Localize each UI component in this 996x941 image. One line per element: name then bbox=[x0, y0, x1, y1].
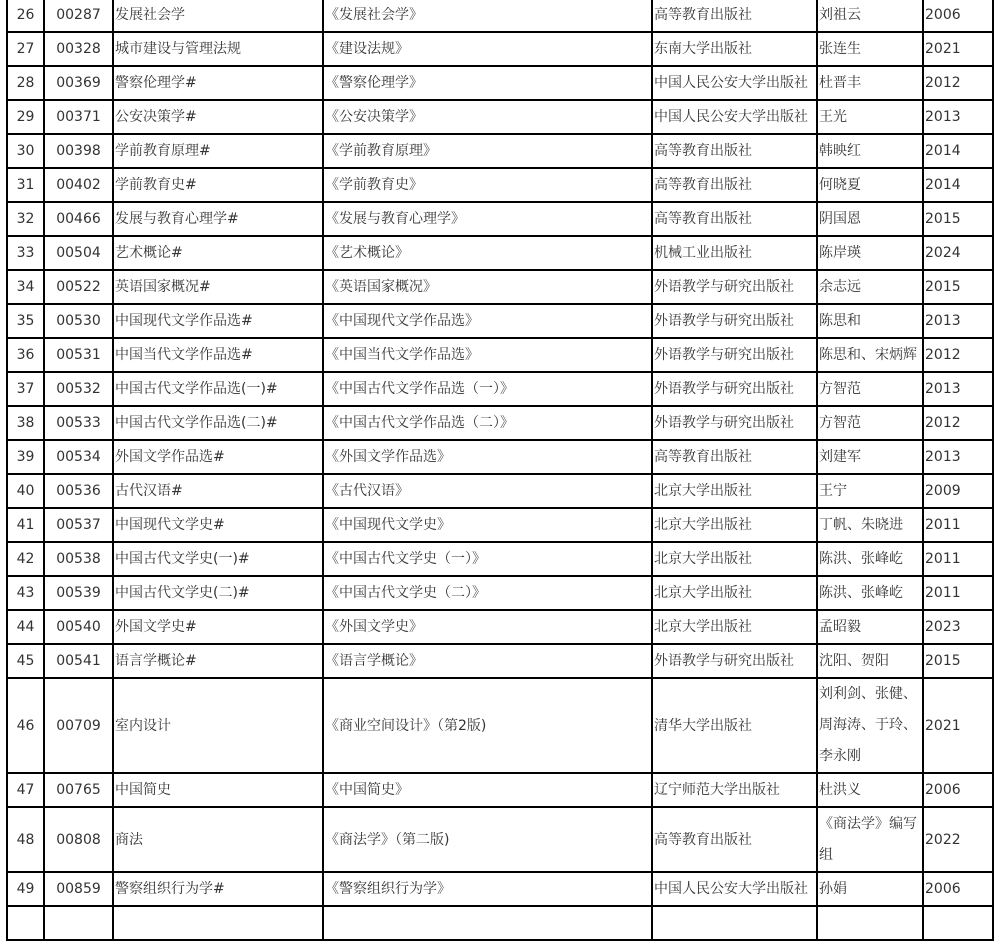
table-row bbox=[7, 168, 993, 202]
publisher-cell: 外语教学与研究出版社 bbox=[652, 372, 817, 406]
publisher-cell: 北京大学出版社 bbox=[652, 576, 817, 610]
course-code-cell: 00532 bbox=[44, 372, 113, 406]
row-index-cell: 42 bbox=[7, 542, 44, 576]
edition-year-cell: 2014 bbox=[923, 168, 993, 202]
course-name-cell: 中国当代文学作品选# bbox=[113, 338, 323, 372]
publisher-cell: 外语教学与研究出版社 bbox=[652, 644, 817, 678]
author-cell: 王宁 bbox=[817, 474, 923, 508]
course-code-cell: 00371 bbox=[44, 100, 113, 134]
publisher-cell: 东南大学出版社 bbox=[652, 32, 817, 66]
row-index-cell: 33 bbox=[7, 236, 44, 270]
course-code-cell: 00709 bbox=[44, 678, 113, 773]
course-name-cell: 警察伦理学# bbox=[113, 66, 323, 100]
table-row bbox=[7, 338, 993, 372]
textbook-title-cell: 《艺术概论》 bbox=[323, 236, 652, 270]
textbook-title-cell: 《中国当代文学作品选》 bbox=[323, 338, 652, 372]
course-code-cell: 00859 bbox=[44, 872, 113, 906]
course-name-cell: 学前教育原理# bbox=[113, 134, 323, 168]
row-index-cell: 47 bbox=[7, 773, 44, 807]
author-cell: 陈洪、张峰屹 bbox=[817, 576, 923, 610]
course-name-cell: 中国古代文学史(一)# bbox=[113, 542, 323, 576]
author-cell: 张连生 bbox=[817, 32, 923, 66]
table-row bbox=[7, 66, 993, 100]
textbook-title-cell: 《外国文学史》 bbox=[323, 610, 652, 644]
textbook-title-cell: 《商业空间设计》（第2版) bbox=[323, 678, 652, 773]
edition-year-cell: 2022 bbox=[923, 807, 993, 872]
author-cell: 丁帆、朱晓进 bbox=[817, 508, 923, 542]
course-code-cell: 00533 bbox=[44, 406, 113, 440]
author-cell: 刘建军 bbox=[817, 440, 923, 474]
course-code-cell: 00808 bbox=[44, 807, 113, 872]
course-code-cell: 00530 bbox=[44, 304, 113, 338]
textbook-title-cell: 《发展与教育心理学》 bbox=[323, 202, 652, 236]
row-index-cell: 41 bbox=[7, 508, 44, 542]
publisher-cell: 中国人民公安大学出版社 bbox=[652, 872, 817, 906]
publisher-cell: 高等教育出版社 bbox=[652, 0, 817, 32]
row-index-cell: 45 bbox=[7, 644, 44, 678]
course-code-cell: 00765 bbox=[44, 773, 113, 807]
textbook-title-cell: 《公安决策学》 bbox=[323, 100, 652, 134]
table-row bbox=[7, 202, 993, 236]
textbook-title-cell: 《中国现代文学史》 bbox=[323, 508, 652, 542]
course-name-cell: 商法 bbox=[113, 807, 323, 872]
row-index-cell bbox=[7, 906, 44, 940]
textbook-title-cell: 《中国简史》 bbox=[323, 773, 652, 807]
course-code-cell: 00537 bbox=[44, 508, 113, 542]
course-name-cell: 警察组织行为学# bbox=[113, 872, 323, 906]
row-index-cell: 27 bbox=[7, 32, 44, 66]
course-code-cell: 00534 bbox=[44, 440, 113, 474]
textbook-title-cell: 《中国现代文学作品选》 bbox=[323, 304, 652, 338]
author-cell: 陈洪、张峰屹 bbox=[817, 542, 923, 576]
course-name-cell: 中国简史 bbox=[113, 773, 323, 807]
edition-year-cell: 2015 bbox=[923, 202, 993, 236]
course-name-cell: 中国古代文学作品选(二)# bbox=[113, 406, 323, 440]
row-index-cell: 31 bbox=[7, 168, 44, 202]
edition-year-cell: 2012 bbox=[923, 406, 993, 440]
textbook-title-cell: 《商法学》（第二版) bbox=[323, 807, 652, 872]
course-code-cell: 00398 bbox=[44, 134, 113, 168]
row-index-cell: 36 bbox=[7, 338, 44, 372]
edition-year-cell: 2006 bbox=[923, 0, 993, 32]
edition-year-cell: 2009 bbox=[923, 474, 993, 508]
table-row bbox=[7, 576, 993, 610]
textbook-title-cell: 《建设法规》 bbox=[323, 32, 652, 66]
row-index-cell: 48 bbox=[7, 807, 44, 872]
row-index-cell: 43 bbox=[7, 576, 44, 610]
course-code-cell: 00328 bbox=[44, 32, 113, 66]
table-row bbox=[7, 304, 993, 338]
course-name-cell: 艺术概论# bbox=[113, 236, 323, 270]
table-body bbox=[7, 0, 993, 940]
course-name-cell: 中国古代文学作品选(一)# bbox=[113, 372, 323, 406]
textbook-title-cell: 《中国古代文学史（二）》 bbox=[323, 576, 652, 610]
author-cell: 杜洪义 bbox=[817, 773, 923, 807]
course-code-cell bbox=[44, 906, 113, 940]
publisher-cell: 北京大学出版社 bbox=[652, 542, 817, 576]
course-code-cell: 00504 bbox=[44, 236, 113, 270]
course-code-cell: 00541 bbox=[44, 644, 113, 678]
publisher-cell: 机械工业出版社 bbox=[652, 236, 817, 270]
publisher-cell: 中国人民公安大学出版社 bbox=[652, 100, 817, 134]
author-cell bbox=[817, 906, 923, 940]
row-index-cell: 37 bbox=[7, 372, 44, 406]
course-name-cell: 公安决策学# bbox=[113, 100, 323, 134]
course-code-cell: 00369 bbox=[44, 66, 113, 100]
edition-year-cell: 2014 bbox=[923, 134, 993, 168]
row-index-cell: 28 bbox=[7, 66, 44, 100]
author-cell: 杜晋丰 bbox=[817, 66, 923, 100]
publisher-cell: 高等教育出版社 bbox=[652, 807, 817, 872]
row-index-cell: 40 bbox=[7, 474, 44, 508]
course-name-cell: 中国古代文学史(二)# bbox=[113, 576, 323, 610]
edition-year-cell: 2006 bbox=[923, 872, 993, 906]
author-cell: 陈思和、宋炳辉 bbox=[817, 338, 923, 372]
textbook-title-cell: 《英语国家概况》 bbox=[323, 270, 652, 304]
table-row bbox=[7, 474, 993, 508]
author-cell: 沈阳、贺阳 bbox=[817, 644, 923, 678]
edition-year-cell: 2011 bbox=[923, 542, 993, 576]
course-code-cell: 00538 bbox=[44, 542, 113, 576]
edition-year-cell: 2011 bbox=[923, 508, 993, 542]
textbook-title-cell: 《语言学概论》 bbox=[323, 644, 652, 678]
edition-year-cell: 2023 bbox=[923, 610, 993, 644]
publisher-cell bbox=[652, 906, 817, 940]
textbook-title-cell: 《学前教育史》 bbox=[323, 168, 652, 202]
table-row bbox=[7, 100, 993, 134]
course-name-cell: 中国现代文学作品选# bbox=[113, 304, 323, 338]
publisher-cell: 外语教学与研究出版社 bbox=[652, 304, 817, 338]
textbook-table bbox=[6, 0, 994, 941]
table-row bbox=[7, 542, 993, 576]
table-row bbox=[7, 644, 993, 678]
table-row bbox=[7, 270, 993, 304]
textbook-title-cell: 《学前教育原理》 bbox=[323, 134, 652, 168]
course-name-cell: 英语国家概况# bbox=[113, 270, 323, 304]
course-name-cell: 外国文学作品选# bbox=[113, 440, 323, 474]
table-row bbox=[7, 773, 993, 807]
course-name-cell: 外国文学史# bbox=[113, 610, 323, 644]
course-name-cell: 语言学概论# bbox=[113, 644, 323, 678]
course-code-cell: 00536 bbox=[44, 474, 113, 508]
author-cell: 《商法学》编写组 bbox=[817, 807, 923, 872]
row-index-cell: 35 bbox=[7, 304, 44, 338]
course-code-cell: 00466 bbox=[44, 202, 113, 236]
row-index-cell: 39 bbox=[7, 440, 44, 474]
edition-year-cell: 2013 bbox=[923, 440, 993, 474]
author-cell: 孟昭毅 bbox=[817, 610, 923, 644]
textbook-title-cell: 《警察组织行为学》 bbox=[323, 872, 652, 906]
course-code-cell: 00531 bbox=[44, 338, 113, 372]
edition-year-cell: 2021 bbox=[923, 32, 993, 66]
course-name-cell: 发展社会学 bbox=[113, 0, 323, 32]
publisher-cell: 外语教学与研究出版社 bbox=[652, 270, 817, 304]
table-row bbox=[7, 0, 993, 32]
publisher-cell: 中国人民公安大学出版社 bbox=[652, 66, 817, 100]
row-index-cell: 30 bbox=[7, 134, 44, 168]
textbook-title-cell: 《发展社会学》 bbox=[323, 0, 652, 32]
author-cell: 何晓夏 bbox=[817, 168, 923, 202]
edition-year-cell: 2012 bbox=[923, 338, 993, 372]
edition-year-cell: 2011 bbox=[923, 576, 993, 610]
row-index-cell: 34 bbox=[7, 270, 44, 304]
row-index-cell: 32 bbox=[7, 202, 44, 236]
table-row bbox=[7, 906, 993, 940]
edition-year-cell: 2006 bbox=[923, 773, 993, 807]
textbook-title-cell: 《中国古代文学史（一）》 bbox=[323, 542, 652, 576]
row-index-cell: 38 bbox=[7, 406, 44, 440]
edition-year-cell: 2013 bbox=[923, 304, 993, 338]
textbook-title-cell bbox=[323, 906, 652, 940]
publisher-cell: 高等教育出版社 bbox=[652, 168, 817, 202]
publisher-cell: 高等教育出版社 bbox=[652, 134, 817, 168]
row-index-cell: 26 bbox=[7, 0, 44, 32]
table-row bbox=[7, 134, 993, 168]
publisher-cell: 外语教学与研究出版社 bbox=[652, 406, 817, 440]
table-row bbox=[7, 807, 993, 872]
textbook-title-cell: 《中国古代文学作品选（二）》 bbox=[323, 406, 652, 440]
edition-year-cell: 2024 bbox=[923, 236, 993, 270]
row-index-cell: 44 bbox=[7, 610, 44, 644]
row-index-cell: 46 bbox=[7, 678, 44, 773]
edition-year-cell: 2021 bbox=[923, 678, 993, 773]
publisher-cell: 清华大学出版社 bbox=[652, 678, 817, 773]
table-row bbox=[7, 32, 993, 66]
author-cell: 刘利剑、张健、周海涛、于玲、李永刚 bbox=[817, 678, 923, 773]
table-row bbox=[7, 236, 993, 270]
course-code-cell: 00522 bbox=[44, 270, 113, 304]
course-code-cell: 00402 bbox=[44, 168, 113, 202]
table-row bbox=[7, 406, 993, 440]
row-index-cell: 29 bbox=[7, 100, 44, 134]
author-cell: 孙娟 bbox=[817, 872, 923, 906]
textbook-title-cell: 《古代汉语》 bbox=[323, 474, 652, 508]
course-name-cell: 中国现代文学史# bbox=[113, 508, 323, 542]
course-code-cell: 00539 bbox=[44, 576, 113, 610]
publisher-cell: 高等教育出版社 bbox=[652, 202, 817, 236]
textbook-title-cell: 《中国古代文学作品选（一）》 bbox=[323, 372, 652, 406]
publisher-cell: 辽宁师范大学出版社 bbox=[652, 773, 817, 807]
edition-year-cell: 2013 bbox=[923, 372, 993, 406]
author-cell: 刘祖云 bbox=[817, 0, 923, 32]
table-row bbox=[7, 440, 993, 474]
author-cell: 余志远 bbox=[817, 270, 923, 304]
publisher-cell: 北京大学出版社 bbox=[652, 508, 817, 542]
author-cell: 陈岸瑛 bbox=[817, 236, 923, 270]
publisher-cell: 北京大学出版社 bbox=[652, 610, 817, 644]
course-name-cell: 室内设计 bbox=[113, 678, 323, 773]
table-row bbox=[7, 610, 993, 644]
course-name-cell: 古代汉语# bbox=[113, 474, 323, 508]
edition-year-cell bbox=[923, 906, 993, 940]
edition-year-cell: 2012 bbox=[923, 66, 993, 100]
textbook-title-cell: 《警察伦理学》 bbox=[323, 66, 652, 100]
textbook-title-cell: 《外国文学作品选》 bbox=[323, 440, 652, 474]
course-name-cell: 学前教育史# bbox=[113, 168, 323, 202]
author-cell: 方智范 bbox=[817, 406, 923, 440]
author-cell: 方智范 bbox=[817, 372, 923, 406]
author-cell: 阴国恩 bbox=[817, 202, 923, 236]
table-row bbox=[7, 508, 993, 542]
course-name-cell: 发展与教育心理学# bbox=[113, 202, 323, 236]
table-row bbox=[7, 678, 993, 773]
edition-year-cell: 2015 bbox=[923, 644, 993, 678]
author-cell: 王光 bbox=[817, 100, 923, 134]
edition-year-cell: 2015 bbox=[923, 270, 993, 304]
course-code-cell: 00540 bbox=[44, 610, 113, 644]
author-cell: 韩映红 bbox=[817, 134, 923, 168]
row-index-cell: 49 bbox=[7, 872, 44, 906]
course-name-cell: 城市建设与管理法规 bbox=[113, 32, 323, 66]
table-row bbox=[7, 372, 993, 406]
publisher-cell: 北京大学出版社 bbox=[652, 474, 817, 508]
edition-year-cell: 2013 bbox=[923, 100, 993, 134]
publisher-cell: 外语教学与研究出版社 bbox=[652, 338, 817, 372]
course-code-cell: 00287 bbox=[44, 0, 113, 32]
author-cell: 陈思和 bbox=[817, 304, 923, 338]
course-name-cell bbox=[113, 906, 323, 940]
publisher-cell: 高等教育出版社 bbox=[652, 440, 817, 474]
